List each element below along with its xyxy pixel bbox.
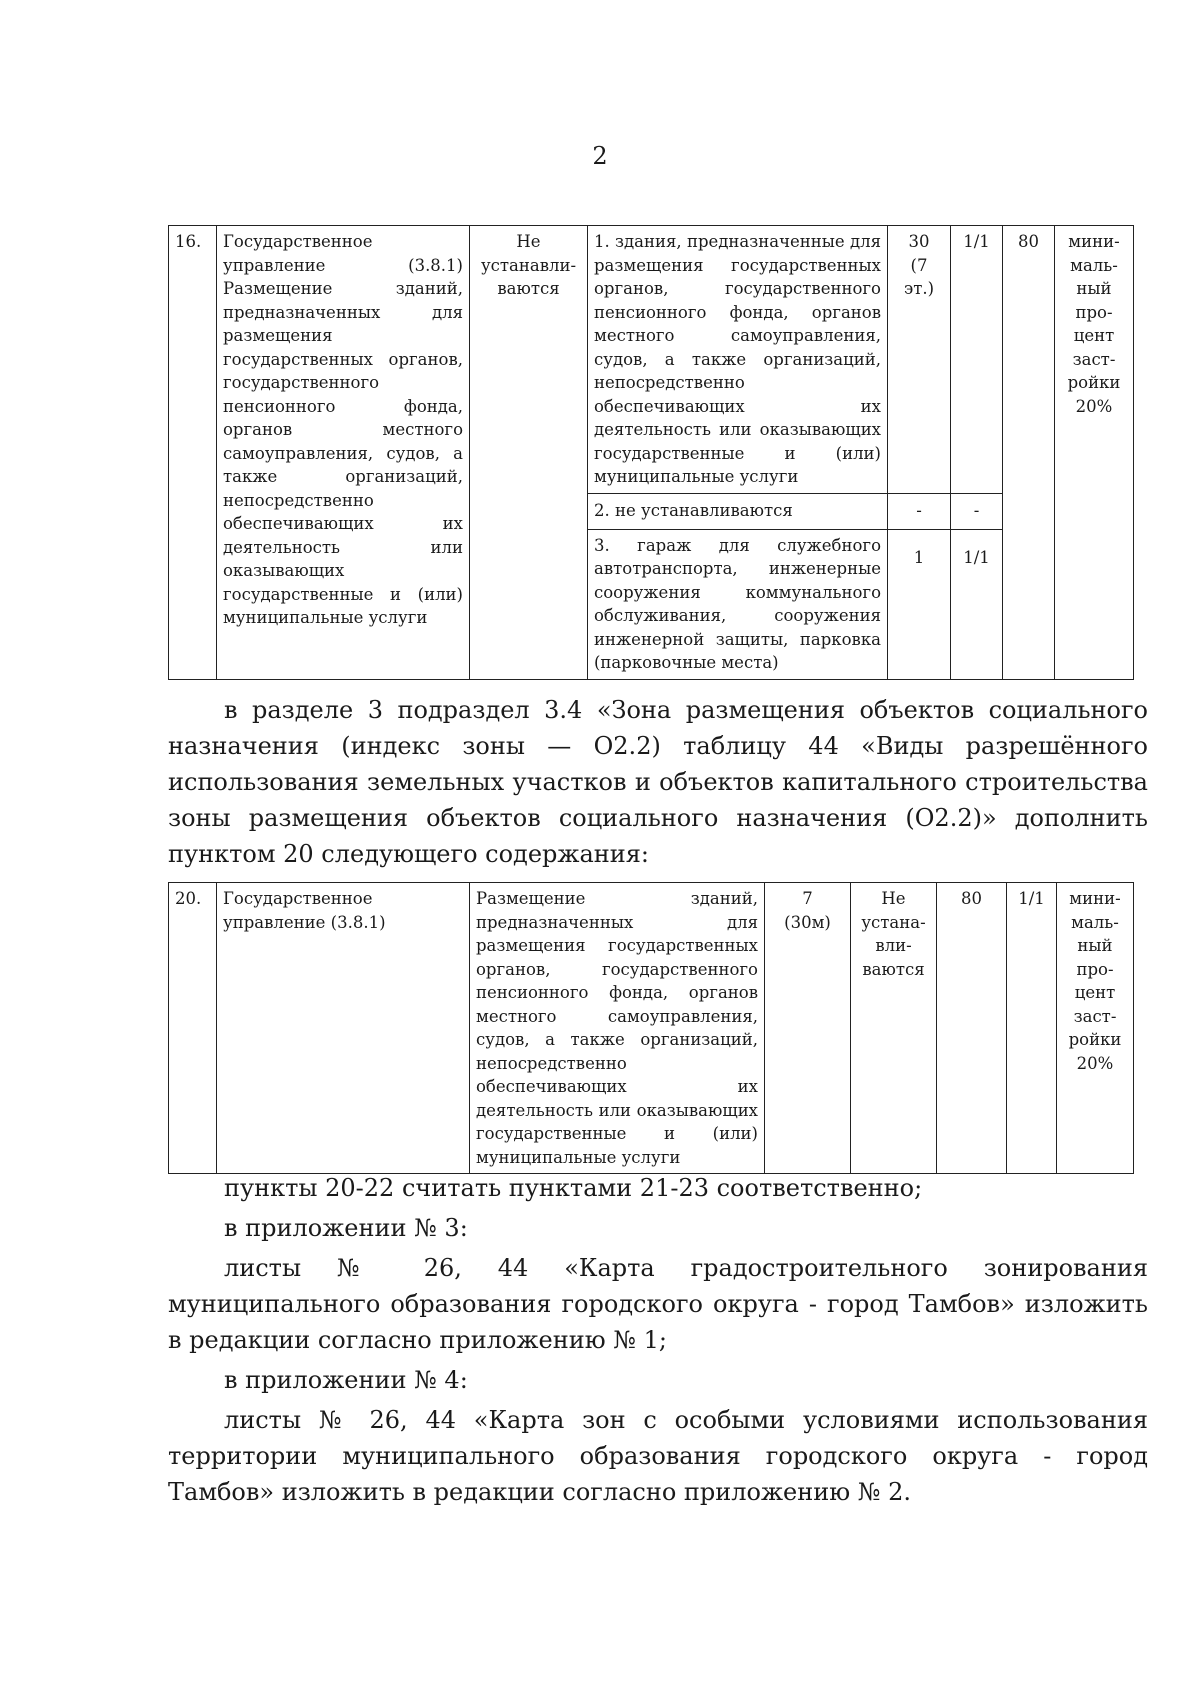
percent-cell: 80 xyxy=(937,883,1007,1174)
table-row xyxy=(169,883,1134,1174)
land-use-table-item-20 xyxy=(168,882,1134,1174)
use-type-name: Государственное управление (3.8.1) Размещение зданий, предназначенных для размещения государственных органов, государственного пенсионного фонда, органов местного самоуправления, судов, а также организаций, непосредственно обеспечивающих их деятельность или оказывающих государственные и (или) муниципальные услуги xyxy=(217,226,470,680)
ratio-cell: 1/1 xyxy=(951,226,1003,494)
use-type-name: Государственное управление (3.8.1) xyxy=(217,883,470,1174)
table-row xyxy=(169,226,1134,494)
max-height-cell: 30 (7 эт.) xyxy=(888,226,951,494)
not-set-cell: Не устана- вли- ваются xyxy=(851,883,937,1174)
building-description: 1. здания, предназначенные для размещения государственных органов, государственного пенсионного фонда, органов местного самоуправления, судов, а также организаций, непосредственно обеспечивающих их деятельность или оказывающих государственные и (или) муниципальные услуги xyxy=(588,226,888,494)
ratio-cell: - xyxy=(951,493,1003,529)
min-percent-note: мини- маль- ный про- цент заст- ройки 20% xyxy=(1055,226,1134,680)
min-percent-note: мини- маль- ный про- цент заст- ройки 20% xyxy=(1057,883,1134,1174)
max-height-cell: 1 xyxy=(888,529,951,679)
ratio-cell: 1/1 xyxy=(1007,883,1057,1174)
paragraph-table44-amendment: в разделе 3 подраздел 3.4 «Зона размещения объектов социального назначения (индекс зоны — О2.2) таблицу 44 «Виды разрешённого использования земельных участков и объектов капитального строительства зоны размещения объектов социального назначения (О2.2)» дополнить пунктом 20 следующего содержания: xyxy=(168,696,1148,868)
paragraph-sheets-zoning-map: листы № 26, 44 «Карта градостроительного зонирования муниципального образования городского округа - город Тамбов» изложить в редакции согласно приложению № 1; xyxy=(168,1254,1148,1354)
ratio-cell: 1/1 xyxy=(951,529,1003,679)
building-description: 2. не устанавливаются xyxy=(588,493,888,529)
max-height-cell: - xyxy=(888,493,951,529)
paragraph-appendix-3: в приложении № 3: xyxy=(224,1214,468,1242)
paragraph-renumber: пункты 20-22 считать пунктами 21-23 соответственно; xyxy=(224,1174,923,1202)
land-use-table-item-16 xyxy=(168,225,1134,680)
building-description: Размещение зданий, предназначенных для размещения государственных органов, государственного пенсионного фонда, органов местного самоуправления, судов, а также организаций, непосредственно обеспечивающих их деятельность или оказывающих государственные и (или) муниципальные услуги xyxy=(470,883,765,1174)
not-set-cell: Не устанавли- ваются xyxy=(470,226,588,680)
item-number: 20. xyxy=(169,883,217,1174)
item-number: 16. xyxy=(169,226,217,680)
percent-cell: 80 xyxy=(1003,226,1055,680)
paragraph-sheets-special-zones-map: листы № 26, 44 «Карта зон с особыми условиями использования территории муниципального образования городского округа - город Тамбов» изложить в редакции согласно приложению № 2. xyxy=(168,1406,1148,1506)
page-number: 2 xyxy=(592,142,608,170)
paragraph-appendix-4: в приложении № 4: xyxy=(224,1366,468,1394)
building-description: 3. гараж для служебного автотранспорта, инженерные сооружения коммунального обслуживания, сооружения инженерной защиты, парковка (парковочные места) xyxy=(588,529,888,679)
max-height-cell: 7 (30м) xyxy=(765,883,851,1174)
